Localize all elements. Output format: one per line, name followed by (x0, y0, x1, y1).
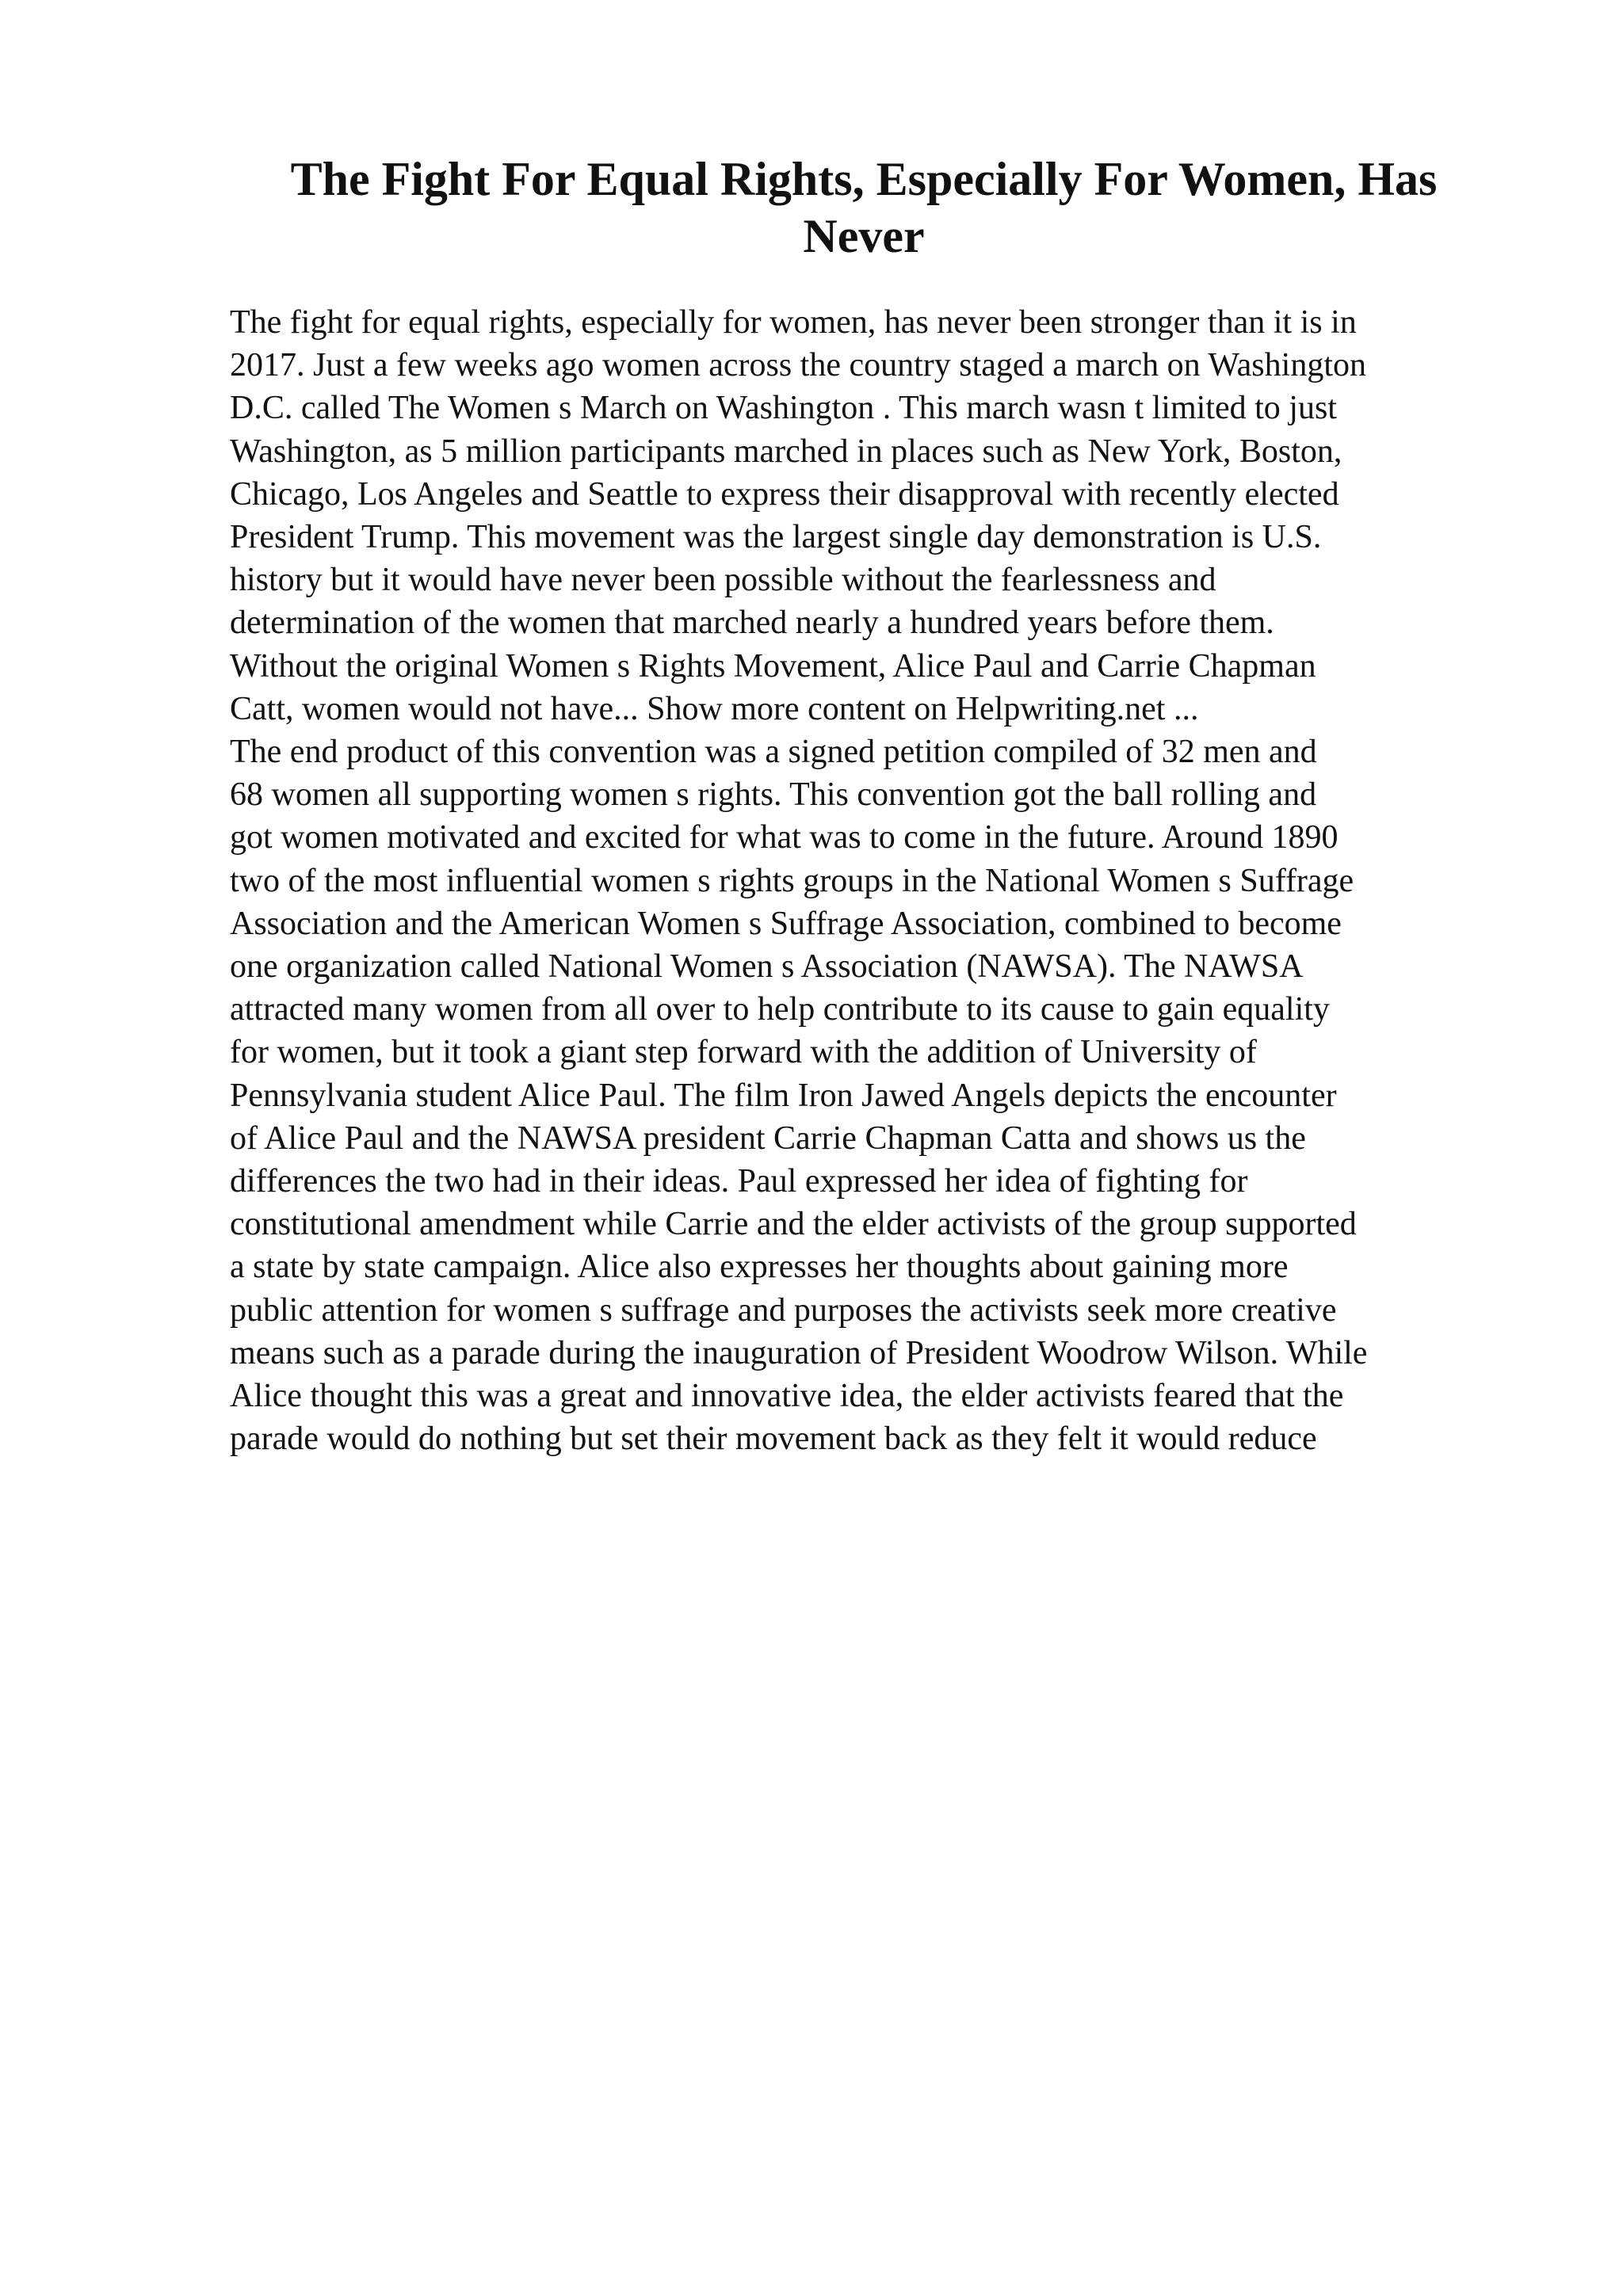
body-line: for women, but it took a giant step forward with the addition of University of (230, 1034, 1257, 1071)
body-line: determination of the women that marched nearly a hundred years before them. (230, 605, 1274, 642)
document-body (230, 301, 1498, 1460)
document-title (230, 151, 1498, 265)
body-line: Association and the American Women s Suffrage Association, combined to become (230, 905, 1342, 942)
body-line: Pennsylvania student Alice Paul. The film Iron Jawed Angels depicts the encounter (230, 1077, 1337, 1114)
body-line: differences the two had in their ideas. Paul expressed her idea of fighting for (230, 1163, 1248, 1200)
body-line: 68 women all supporting women s rights. This convention got the ball rolling and (230, 776, 1317, 814)
body-line: attracted many women from all over to help contribute to its cause to gain equality (230, 991, 1330, 1028)
body-line: two of the most influential women s rights groups in the National Women s Suffrage (230, 862, 1354, 899)
body-line: Chicago, Los Angeles and Seattle to express their disapproval with recently elected (230, 475, 1339, 513)
body-line: one organization called National Women s Association (NAWSA). The NAWSA (230, 948, 1304, 986)
body-line: The fight for equal rights, especially for women, has never been stronger than it is in (230, 304, 1357, 341)
body-line: President Trump. This movement was the largest single day demonstration is U.S. (230, 519, 1322, 556)
body-line: Alice thought this was a great and innovative idea, the elder activists feared that the (230, 1378, 1344, 1415)
title-line: Never (803, 210, 925, 262)
body-line: history but it would have never been possible without the fearlessness and (230, 562, 1216, 599)
body-line: Without the original Women s Rights Movement, Alice Paul and Carrie Chapman (230, 647, 1316, 685)
body-line: Catt, women would not have... Show more content on Helpwriting.net ... (230, 690, 1199, 727)
body-line: parade would do nothing but set their movement back as they felt it would reduce (230, 1421, 1317, 1458)
body-line: constitutional amendment while Carrie and the elder activists of the group supported (230, 1206, 1357, 1243)
body-line: got women motivated and excited for what was to come in the future. Around 1890 (230, 819, 1338, 856)
body-line: of Alice Paul and the NAWSA president Carrie Chapman Catta and shows us the (230, 1119, 1306, 1157)
body-line: Washington, as 5 million participants marched in places such as New York, Boston, (230, 433, 1342, 470)
title-line: The Fight For Equal Rights, Especially For Women, Has (290, 153, 1438, 205)
body-line: 2017. Just a few weeks ago women across the country staged a march on Washington (230, 347, 1366, 384)
body-line: public attention for women s suffrage and purposes the activists seek more creative (230, 1291, 1337, 1329)
body-line: means such as a parade during the inauguration of President Woodrow Wilson. While (230, 1334, 1368, 1371)
body-line: D.C. called The Women s March on Washington . This march wasn t limited to just (230, 390, 1337, 427)
body-line: The end product of this convention was a signed petition compiled of 32 men and (230, 734, 1317, 771)
body-line: a state by state campaign. Alice also expresses her thoughts about gaining more (230, 1249, 1289, 1286)
